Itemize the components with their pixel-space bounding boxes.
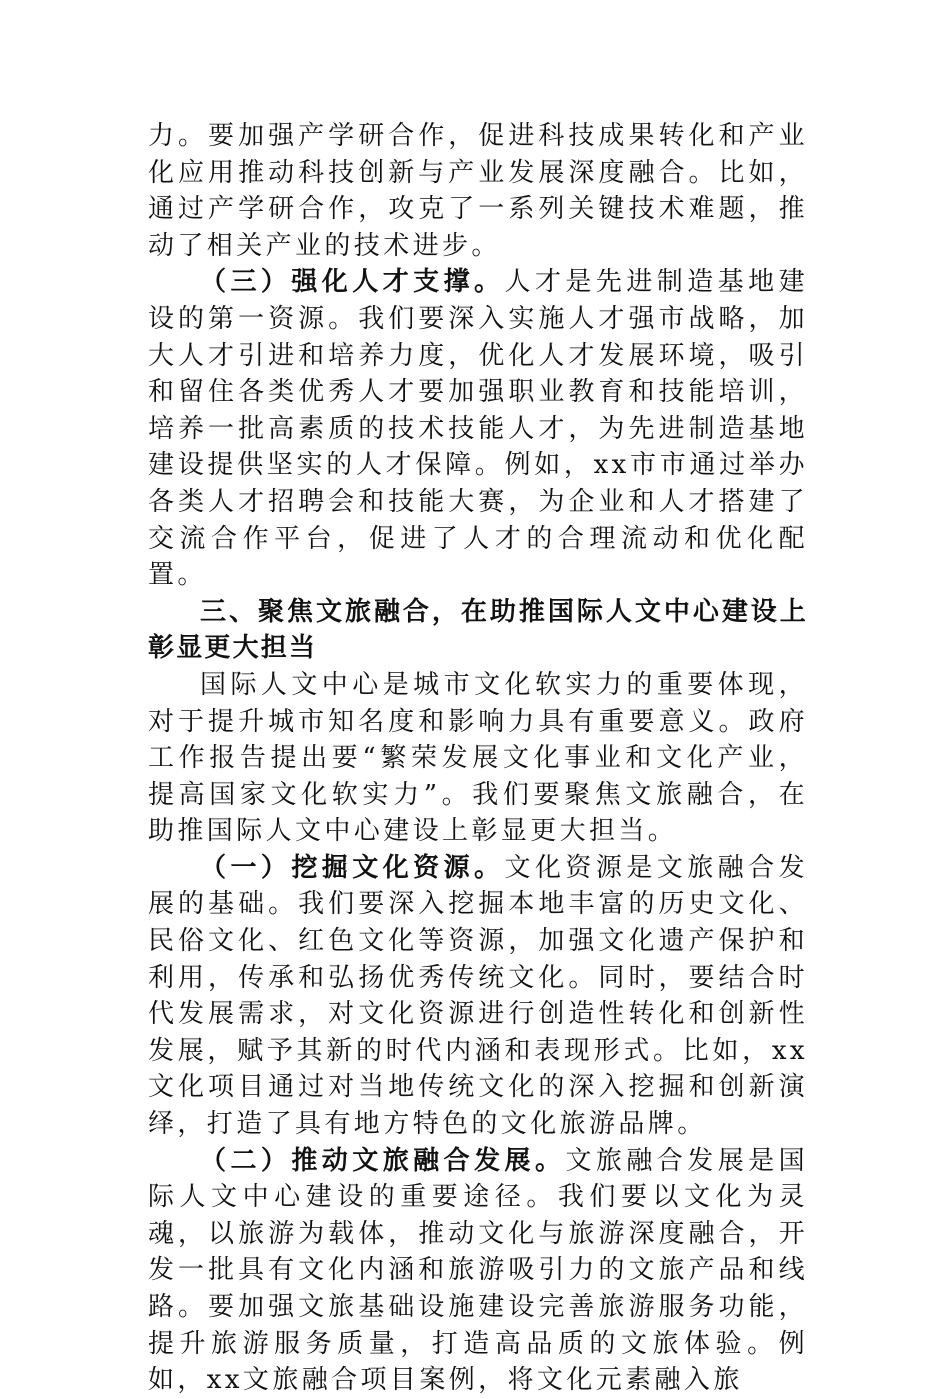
paragraph-lead: （三）强化人才支撑。 [200,267,505,298]
paragraph-lead: （二）推动文旅融合发展。 [200,1145,566,1176]
paragraph-text: 文化资源是文旅融合发展的基础。我们要深入挖掘本地丰富的历史文化、民俗文化、红色文化等资源，加强文化遗产保护和利用，传承和弘扬优秀传统文化。同时，要结合时代发展需求，对文化资源进行创造性转化和创新性发展，赋予其新的时代内涵和表现形式。比如，xx文化项目通过对当地传统文化的深入挖掘和创新演绎，打造了具有地方特色的文化旅游品牌。 [148,852,808,1140]
paragraph-text: 国际人文中心是城市文化软实力的重要体现，对于提升城市知名度和影响力具有重要意义。政府工作报告提出要“繁荣发展文化事业和文化产业，提高国家文化软实力”。我们要聚焦文旅融合，在助推国际人文中心建设上彰显更大担当。 [148,669,808,847]
paragraph-cultural-resources [148,850,808,1143]
paragraph-continuation [148,118,808,264]
paragraph-lead: （一）挖掘文化资源。 [200,852,505,883]
paragraph-text: 人才是先进制造基地建设的第一资源。我们要深入实施人才强市战略，加大人才引进和培养力度，优化人才发展环境，吸引和留住各类优秀人才要加强职业教育和技能培训，培养一批高素质的技术技能人才，为先进制造基地建设提供坚实的人才保障。例如，xx市市通过举办各类人才招聘会和技能大赛，为企业和人才搭建了交流合作平台，促进了人才的合理流动和优化配置。 [148,267,808,591]
paragraph-text: 力。要加强产学研合作，促进科技成果转化和产业化应用推动科技创新与产业发展深度融合。比如，通过产学研合作，攻克了一系列关键技术难题，推动了相关产业的技术进步。 [148,121,808,261]
paragraph-intro [148,667,808,850]
paragraph-text: 文旅融合发展是国际人文中心建设的重要途径。我们要以文化为灵魂，以旅游为载体，推动文化与旅游深度融合，开发一批具有文化内涵和旅游吸引力的文旅产品和线路。要加强文旅基础设施建设完善旅游服务功能，提升旅游服务质量，打造高品质的文旅体验。例如，xx文旅融合项目案例，将文化元素融入旅 [148,1145,809,1396]
paragraph-culture-tourism [148,1143,808,1399]
paragraph-talent-support [148,264,808,593]
document-page [148,118,808,1399]
section-heading: 三、聚焦文旅融合，在助推国际人文中心建设上彰显更大担当 [148,596,808,664]
